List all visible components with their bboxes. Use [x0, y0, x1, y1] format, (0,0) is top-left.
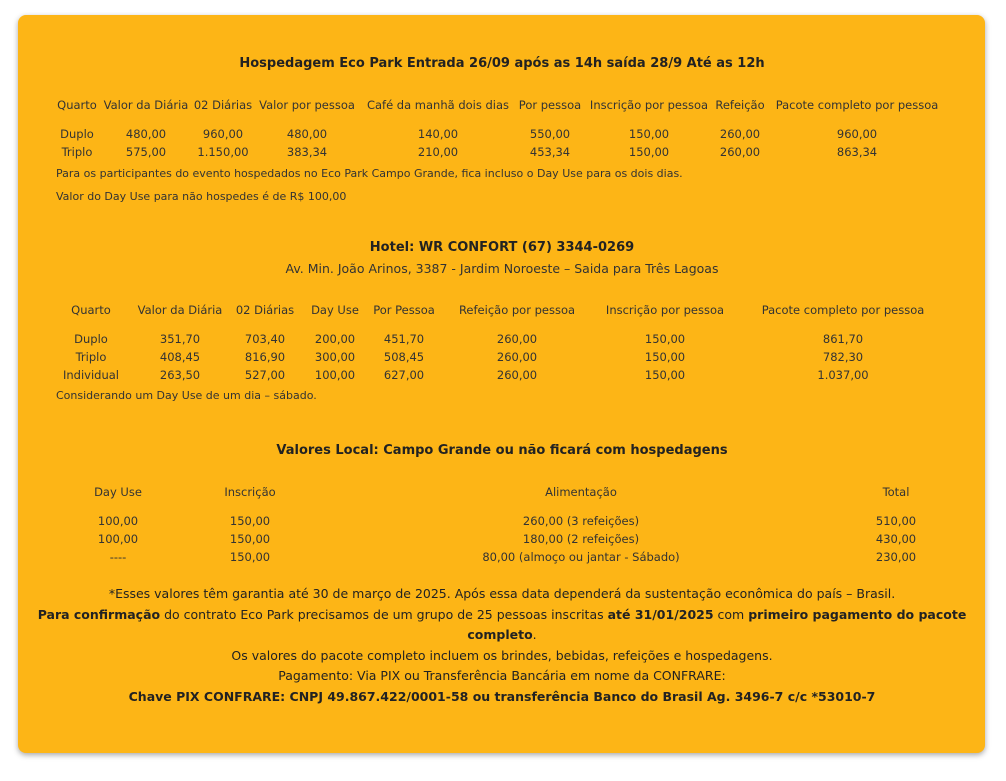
- section2-header-cell: Por Pessoa: [373, 303, 435, 317]
- section1-row-cell: 140,00: [417, 127, 459, 141]
- section2-row-cell: 150,00: [644, 332, 686, 346]
- section1-row-cell: 1.150,00: [197, 145, 249, 159]
- section2-row-cell: 1.037,00: [817, 368, 869, 382]
- section1-header-cell: Inscrição por pessoa: [589, 98, 709, 112]
- section3-header-cell: Total: [882, 485, 910, 499]
- footer-line-complete: [467, 627, 536, 642]
- info-card: [18, 15, 985, 753]
- footer-line-pix: Chave PIX CONFRARE: CNPJ 49.867.422/0001-58 ou transferência Banco do Brasil Ag. 3496-7 c/c *53010-7: [128, 689, 876, 704]
- section3-row-cell: 510,00: [875, 514, 917, 528]
- section1-row-cell: 575,00: [125, 145, 167, 159]
- section2-row-cell: 816,90: [244, 350, 286, 364]
- section1-row-cell: 453,34: [529, 145, 571, 159]
- section1-header-cell: Refeição: [715, 98, 765, 112]
- section2-header-cell: Refeição por pessoa: [458, 303, 576, 317]
- section3-title: Valores Local: Campo Grande ou não ficará com hospedagens: [276, 443, 728, 458]
- section1-row-cell: 960,00: [202, 127, 244, 141]
- section2-header-cell: Inscrição por pessoa: [605, 303, 725, 317]
- section2-row-cell: 150,00: [644, 350, 686, 364]
- section2-row-cell: 263,50: [159, 368, 201, 382]
- section2-row-cell: 200,00: [314, 332, 356, 346]
- section2-row-cell: Duplo: [74, 332, 108, 346]
- complete-period: .: [532, 627, 537, 642]
- section2-row-cell: 508,45: [383, 350, 425, 364]
- section3-row-cell: 180,00 (2 refeições): [522, 532, 640, 546]
- section3-header-cell: Day Use: [94, 485, 142, 499]
- section3-row-cell: 260,00 (3 refeições): [522, 514, 640, 528]
- section2-row-cell: 527,00: [244, 368, 286, 382]
- section2-row-cell: 300,00: [314, 350, 356, 364]
- section1-header-cell: Café da manhã dois dias: [366, 98, 510, 112]
- complete-text: completo: [467, 627, 533, 642]
- first-payment-text: primeiro pagamento do pacote: [748, 607, 967, 622]
- section2-row-cell: 351,70: [159, 332, 201, 346]
- footer-line-guarantee: *Esses valores têm garantia até 30 de março de 2025. Após essa data dependerá da sustentação econômica do país – Brasil.: [108, 586, 896, 601]
- section3-row-cell: ----: [109, 550, 127, 564]
- section1-header-cell: Valor da Diária: [103, 98, 189, 112]
- section1-row-cell: 863,34: [836, 145, 878, 159]
- section1-row-cell: 260,00: [719, 127, 761, 141]
- section1-row-cell: Triplo: [61, 145, 93, 159]
- section2-row-cell: 451,70: [383, 332, 425, 346]
- section2-row-cell: 100,00: [314, 368, 356, 382]
- section1-row-cell: 210,00: [417, 145, 459, 159]
- section2-row-cell: 627,00: [383, 368, 425, 382]
- section2-row-cell: 408,45: [159, 350, 201, 364]
- section3-row-cell: 430,00: [875, 532, 917, 546]
- section1-row-cell: 260,00: [719, 145, 761, 159]
- section2-row-cell: 861,70: [822, 332, 864, 346]
- section1-row-cell: 383,34: [286, 145, 328, 159]
- section2-row-cell: 703,40: [244, 332, 286, 346]
- section1-header-cell: Por pessoa: [518, 98, 582, 112]
- section3-header-cell: Inscrição: [224, 485, 276, 499]
- section3-row-cell: 150,00: [229, 514, 271, 528]
- section1-row-cell: 480,00: [125, 127, 167, 141]
- confirmation-with: com: [713, 607, 749, 622]
- section1-row-cell: 480,00: [286, 127, 328, 141]
- confirmation-text: do contrato Eco Park precisamos de um grupo de 25 pessoas inscritas: [160, 607, 608, 622]
- section1-note-dayuse-included: Para os participantes do evento hospedados no Eco Park Campo Grande, fica incluso o Day Use para os dois dias.: [56, 167, 683, 180]
- section2-row-cell: 260,00: [496, 332, 538, 346]
- section1-header-cell: 02 Diárias: [193, 98, 253, 112]
- section1-header-cell: Quarto: [57, 98, 97, 112]
- section2-row-cell: 782,30: [822, 350, 864, 364]
- footer-line-package-includes: Os valores do pacote completo incluem os brindes, bebidas, refeições e hospedagens.: [231, 648, 773, 663]
- section3-row-cell: 100,00: [97, 514, 139, 528]
- section1-row-cell: 550,00: [529, 127, 571, 141]
- footer-line-payment: Pagamento: Via PIX ou Transferência Bancária em nome da CONFRARE:: [278, 668, 726, 683]
- section1-row-cell: 960,00: [836, 127, 878, 141]
- confirmation-label: Para confirmação: [37, 607, 161, 622]
- section1-header-cell: Valor por pessoa: [259, 98, 355, 112]
- section1-row-cell: 150,00: [628, 145, 670, 159]
- section1-header-cell: Pacote completo por pessoa: [775, 98, 939, 112]
- section2-row-cell: 260,00: [496, 350, 538, 364]
- hotel-address: Av. Min. João Arinos, 3387 - Jardim Noroeste – Saida para Três Lagoas: [285, 261, 719, 276]
- section2-row-cell: Individual: [62, 368, 120, 382]
- footer-line-confirmation: [38, 607, 967, 622]
- section1-title: Hospedagem Eco Park Entrada 26/09 após as 14h saída 28/9 Até as 12h: [239, 56, 765, 71]
- section2-header-cell: Valor da Diária: [137, 303, 223, 317]
- section3-row-cell: 100,00: [97, 532, 139, 546]
- section2-note: Considerando um Day Use de um dia – sábado.: [56, 389, 317, 402]
- section3-row-cell: 150,00: [229, 550, 271, 564]
- section2-row-cell: 260,00: [496, 368, 538, 382]
- section1-note-dayuse-price: Valor do Day Use para não hospedes é de R$ 100,00: [56, 190, 347, 203]
- section3-row-cell: 150,00: [229, 532, 271, 546]
- section2-title: Hotel: WR CONFORT (67) 3344-0269: [369, 240, 635, 255]
- section1-row-cell: 150,00: [628, 127, 670, 141]
- section3-row-cell: 80,00 (almoço ou jantar - Sábado): [482, 550, 680, 564]
- deadline-date: até 31/01/2025: [607, 607, 714, 622]
- section2-header-cell: Quarto: [71, 303, 111, 317]
- section2-header-cell: Pacote completo por pessoa: [761, 303, 925, 317]
- section1-row-cell: Duplo: [60, 127, 94, 141]
- section2-row-cell: 150,00: [644, 368, 686, 382]
- section2-header-cell: Day Use: [311, 303, 359, 317]
- section2-header-cell: 02 Diárias: [235, 303, 295, 317]
- section2-row-cell: Triplo: [75, 350, 107, 364]
- section3-header-cell: Alimentação: [545, 485, 617, 499]
- section3-row-cell: 230,00: [875, 550, 917, 564]
